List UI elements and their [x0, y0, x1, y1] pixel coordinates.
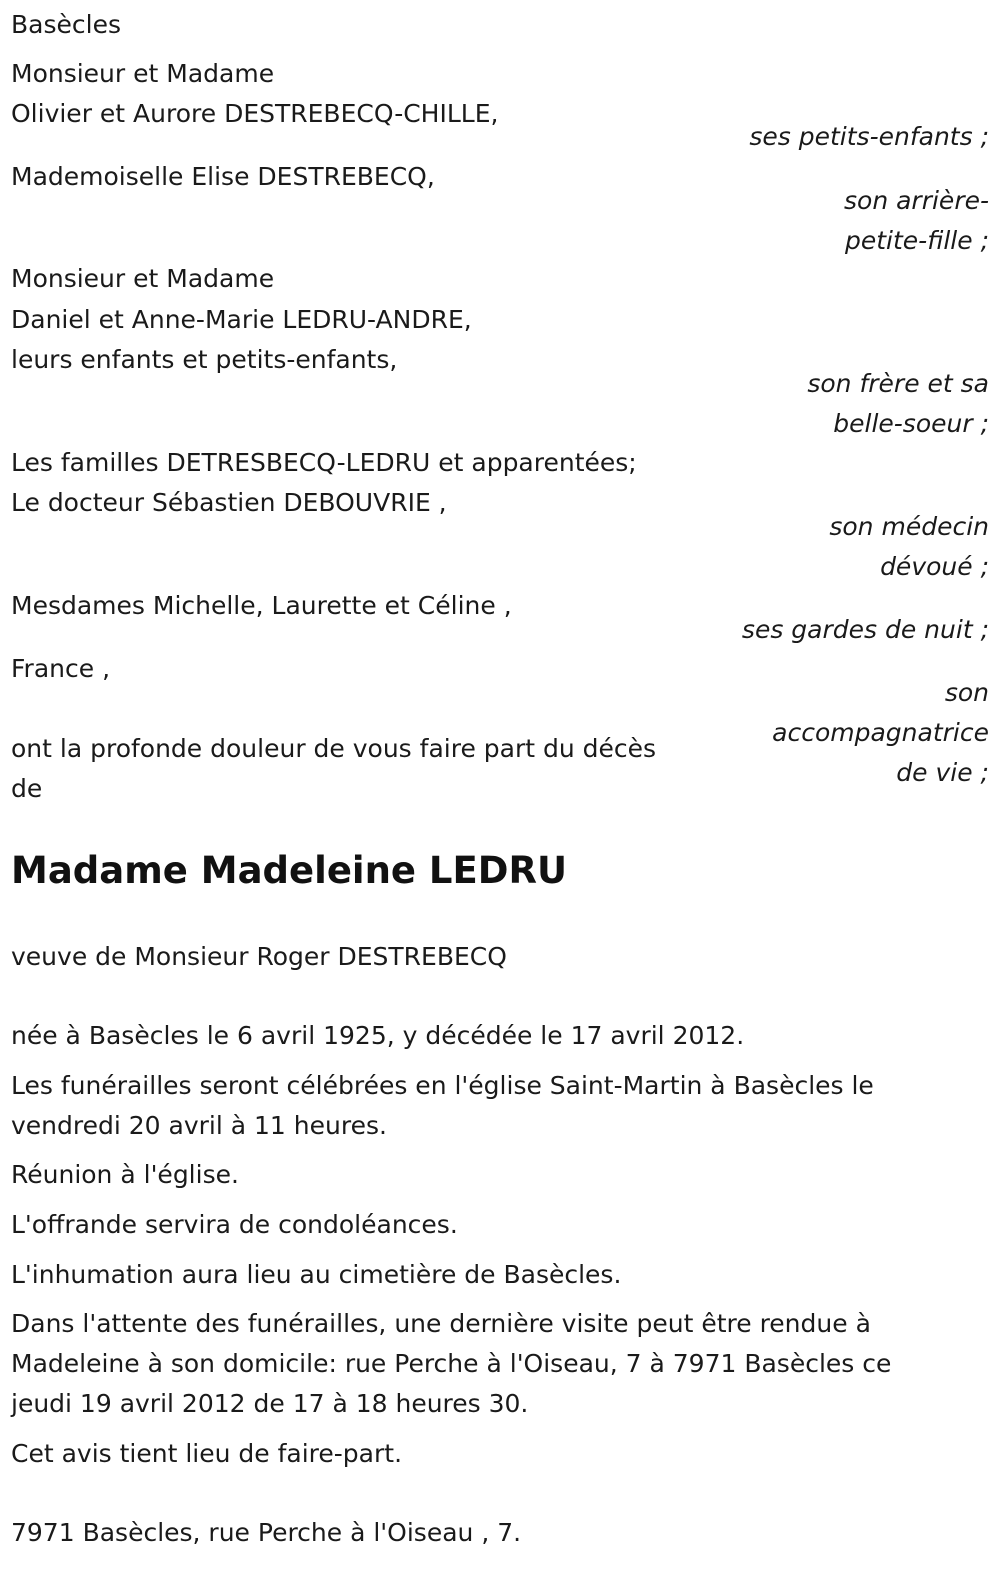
mourner-line: Le docteur Sébastien DEBOUVRIE , [11, 488, 447, 517]
mourner-line: Monsieur et Madame [11, 59, 275, 88]
detail-line: vendredi 20 avril à 11 heures. [11, 1111, 387, 1140]
announcement-line: de [11, 774, 43, 803]
mourner-line: Mademoiselle Elise DESTREBECQ, [11, 162, 435, 191]
place-heading: Basècles [11, 10, 121, 39]
detail-line: Madeleine à son domicile: rue Perche à l'Oiseau, 7 à 7971 Basècles ce [11, 1349, 892, 1378]
detail-line: Les funérailles seront célébrées en l'église Saint-Martin à Basècles le [11, 1071, 874, 1100]
mourner-line: Olivier et Aurore DESTREBECQ-CHILLE, [11, 99, 499, 128]
relation-label: son [944, 678, 989, 707]
relation-label: ses petits-enfants ; [749, 122, 989, 151]
widow-of-line: veuve de Monsieur Roger DESTREBECQ [11, 942, 507, 971]
mourner-line: leurs enfants et petits-enfants, [11, 345, 398, 374]
detail-line: L'offrande servira de condoléances. [11, 1210, 458, 1239]
relation-label: son médecin [829, 512, 989, 541]
address-line: 7971 Basècles, rue Perche à l'Oiseau , 7. [11, 1518, 522, 1547]
relation-label: ses gardes de nuit ; [741, 615, 989, 644]
detail-line: jeudi 19 avril 2012 de 17 à 18 heures 30. [11, 1389, 529, 1418]
detail-line: Dans l'attente des funérailles, une dernière visite peut être rendue à [11, 1309, 871, 1338]
relation-label: petite-fille ; [845, 226, 989, 255]
mourner-line: Mesdames Michelle, Laurette et Céline , [11, 591, 512, 620]
deceased-name: Madame Madeleine LEDRU [11, 849, 568, 892]
relation-label: son frère et sa [807, 369, 989, 398]
relation-label: dévoué ; [880, 552, 989, 581]
relation-label: de vie ; [896, 758, 989, 787]
detail-line: Réunion à l'église. [11, 1160, 239, 1189]
detail-line: L'inhumation aura lieu au cimetière de Basècles. [11, 1260, 622, 1289]
mourner-line: Les familles DETRESBECQ-LEDRU et apparentées; [11, 448, 637, 477]
relation-label: belle-soeur ; [833, 409, 989, 438]
mourner-line: Daniel et Anne-Marie LEDRU-ANDRE, [11, 305, 472, 334]
mourner-line: Monsieur et Madame [11, 264, 275, 293]
detail-line: née à Basècles le 6 avril 1925, y décédée le 17 avril 2012. [11, 1021, 745, 1050]
announcement-line: ont la profonde douleur de vous faire part du décès [11, 734, 657, 763]
relation-label: accompagnatrice [772, 718, 989, 747]
relation-label: son arrière- [844, 186, 989, 215]
detail-line: Cet avis tient lieu de faire-part. [11, 1439, 403, 1468]
mourner-line: France , [11, 654, 111, 683]
